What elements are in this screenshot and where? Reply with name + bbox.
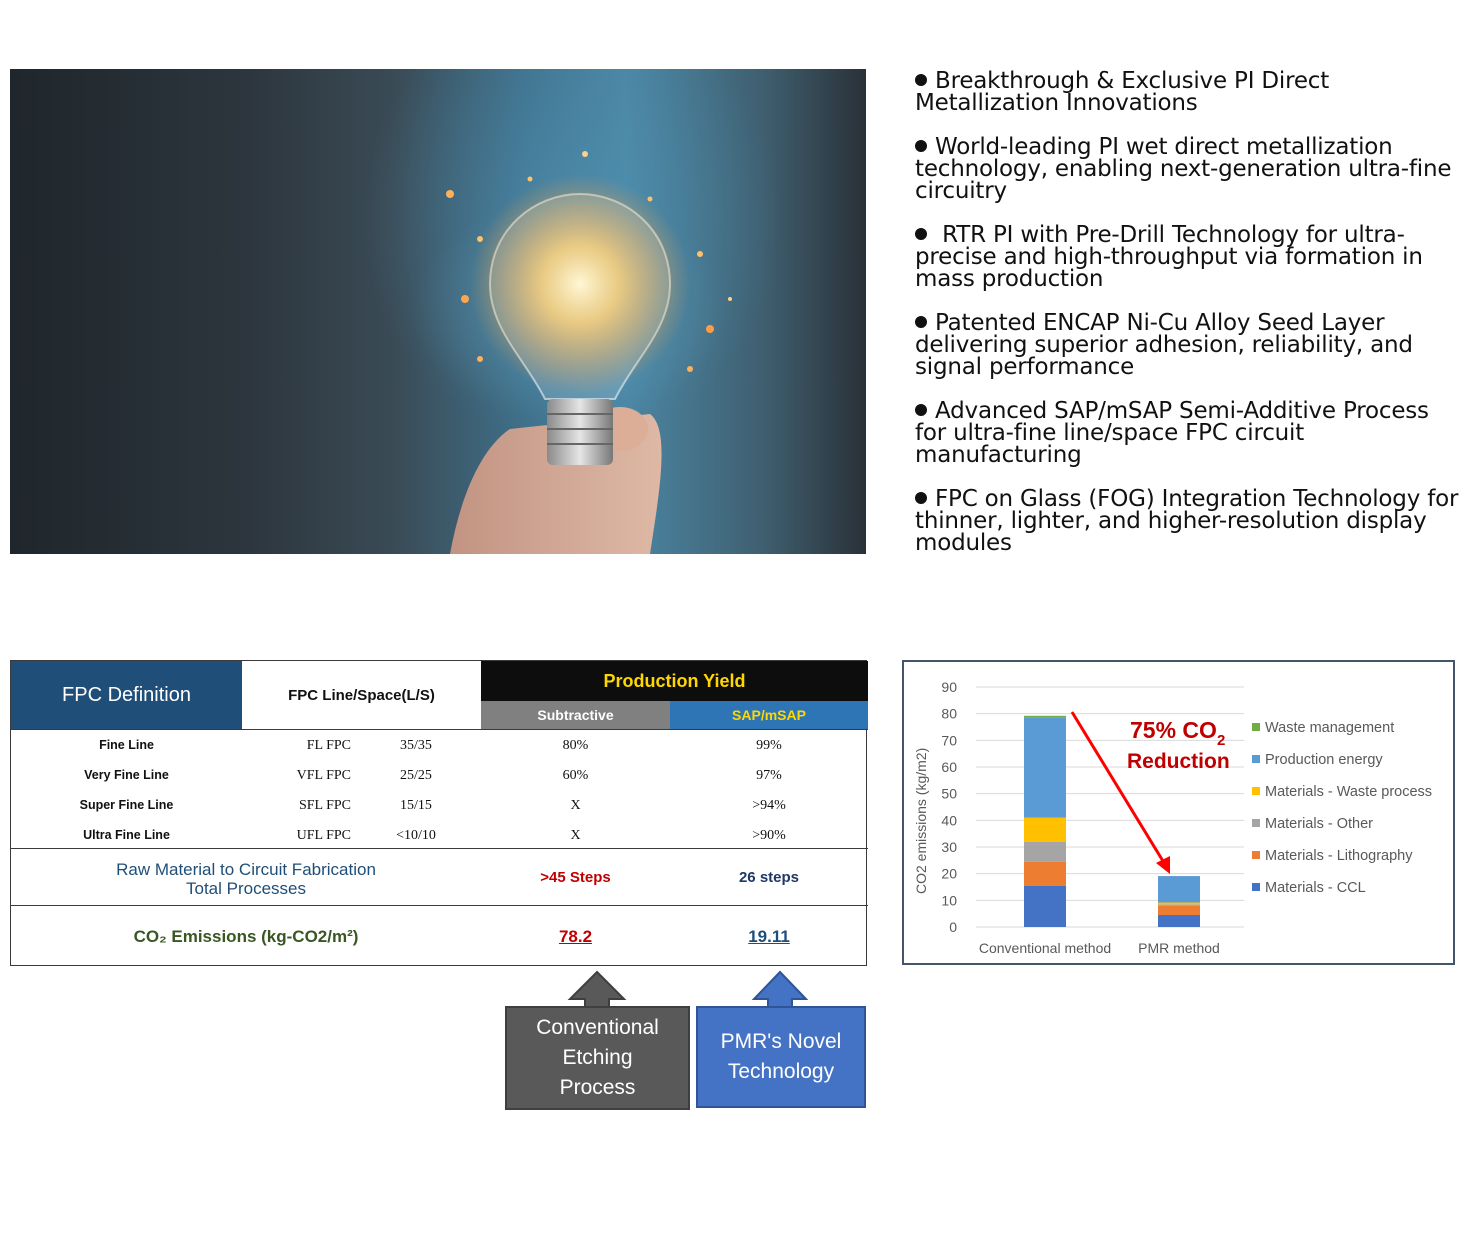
legend-swatch-icon [1252,755,1260,763]
callout-line: Conventional [536,1016,659,1039]
chart-canvas [904,662,1457,967]
table-row [11,791,868,821]
table-row [11,821,868,851]
bullet-item: Breakthrough & Exclusive PI Direct Metallization Innovations [915,68,1330,116]
bullet-item: Patented ENCAP Ni-Cu Alloy Seed Layer delivering superior adhesion, reliability, and signal performance [915,310,1413,380]
subtractive-steps: >45 Steps [540,868,611,886]
line-space-value: 25/25 [400,768,432,783]
reduction-annotation: 75% $CO_2$ [1130,717,1226,749]
conventional-arrow-icon [570,972,624,1007]
fpc-abbr: VFL FPC [296,768,351,783]
sap-yield: >94% [752,798,786,813]
divider [11,729,868,730]
x-tick-label: Conventional method [978,940,1112,956]
y-tick-label: 50 [941,785,957,802]
callout-line: Process [559,1076,636,1099]
pmr-arrow-icon [754,972,806,1007]
fpc-name: Ultra Fine Line [83,828,170,842]
bullet-item: FPC on Glass (FOG) Integration Technology for thinner, lighter, and higher-resolution display modules [915,486,1459,556]
conventional-process-callout [505,1006,690,1110]
table-row [11,731,868,761]
subtractive-co2-value: 78.2 [558,927,593,946]
bar-segment [1158,902,1200,904]
bullet-dot-icon [915,140,927,152]
line-space-header: FPC Line/Space(L/S) [288,686,435,704]
legend-label: Waste management [1265,720,1395,736]
callout-line: Technology [727,1060,835,1083]
fpc-name: Fine Line [99,738,154,752]
y-tick-label: 20 [941,865,957,882]
bar-segment [1158,876,1200,902]
x-tick-label: PMR method [1138,940,1220,956]
bullet-dot-icon [915,74,927,86]
line-space-value: 15/15 [400,798,432,813]
fpc-name: Super Fine Line [79,798,174,812]
subtractive-yield: X [570,828,581,843]
fpc-abbr: FL FPC [306,738,351,753]
bullet-dot-icon [915,404,927,416]
line-space-value: 35/35 [400,738,432,753]
bullet-item: World-leading PI wet direct metallization technology, enabling next-generation ultra-fine circuitry [915,134,1452,204]
subtractive-yield: X [570,798,581,813]
bar-segment [1024,818,1066,842]
legend-swatch-icon [1252,883,1260,891]
callout-line: Etching [562,1046,633,1069]
lightbulb-photo [10,69,866,554]
subtractive-yield: 80% [562,738,589,753]
total-processes-label [41,858,451,900]
legend-label: Materials - Waste process [1265,784,1433,800]
y-tick-label: 90 [941,679,957,695]
bar-segment [1024,842,1066,862]
pmr-technology-callout [696,1006,866,1108]
co2-emissions-chart [902,660,1455,965]
fpc-definition-header: FPC Definition [11,661,242,729]
co2-emissions-label: CO₂ Emissions (kg-CO2/m²) [133,927,359,946]
line-space-value: <10/10 [396,828,436,843]
bar-segment [1024,886,1066,927]
sap-yield: 99% [756,738,782,753]
reduction-annotation-line2: Reduction [1127,750,1230,773]
bullet-dot-icon [915,492,927,504]
legend-swatch-icon [1252,787,1260,795]
total-processes-line2: Total Processes [186,879,306,898]
table-row [11,761,868,791]
production-yield-header: Production Yield [481,661,868,701]
legend-label: Materials - CCL [1265,880,1366,896]
sap-msap-header: SAP/mSAP [670,701,868,729]
bullet-dot-icon [915,316,927,328]
fpc-abbr: UFL FPC [296,828,351,843]
y-tick-label: 40 [941,812,957,829]
y-tick-label: 30 [941,839,957,855]
sap-steps: 26 steps [738,868,800,886]
divider [11,905,868,906]
bullet-dot-icon [915,228,927,240]
callout-line: PMR's Novel [720,1030,842,1053]
y-axis-label: CO2 emissions (kg/m2) [913,747,929,894]
sap-yield: >90% [752,828,786,843]
fpc-name: Very Fine Line [84,768,169,782]
y-tick-label: 70 [941,732,957,749]
bar-segment [1024,718,1066,818]
legend-swatch-icon [1252,819,1260,827]
bullet-item: Advanced SAP/mSAP Semi-Additive Process for ultra-fine line/space FPC circuit manufacturing [915,398,1429,468]
bullet-item: RTR PI with Pre-Drill Technology for ultra-precise and high-throughput via formation in mass production [915,222,1423,292]
bar-segment [1158,904,1200,905]
bar-segment [1158,906,1200,915]
sap-co2-value: 19.11 [748,927,790,946]
fpc-comparison-table [10,660,867,966]
legend-label: Materials - Lithography [1265,848,1413,864]
subtractive-yield: 60% [562,768,589,783]
fpc-abbr: SFL FPC [298,798,351,813]
bar-segment [1024,716,1066,718]
y-tick-label: 0 [949,919,957,935]
sap-yield: 97% [756,768,782,783]
legend-swatch-icon [1252,851,1260,859]
subtractive-header: Subtractive [481,701,670,729]
lightbulb-illustration [10,69,866,554]
y-tick-label: 80 [941,705,957,722]
total-processes-line1: Raw Material to Circuit Fabrication [116,860,376,879]
bar-segment [1158,915,1200,927]
y-tick-label: 10 [941,892,957,909]
divider [11,848,868,849]
legend-label: Materials - Other [1265,816,1373,832]
feature-bullet-list [915,70,1460,576]
legend-swatch-icon [1252,723,1260,731]
bar-segment [1024,862,1066,886]
y-tick-label: 60 [941,759,957,775]
legend-label: Production energy [1265,752,1383,768]
